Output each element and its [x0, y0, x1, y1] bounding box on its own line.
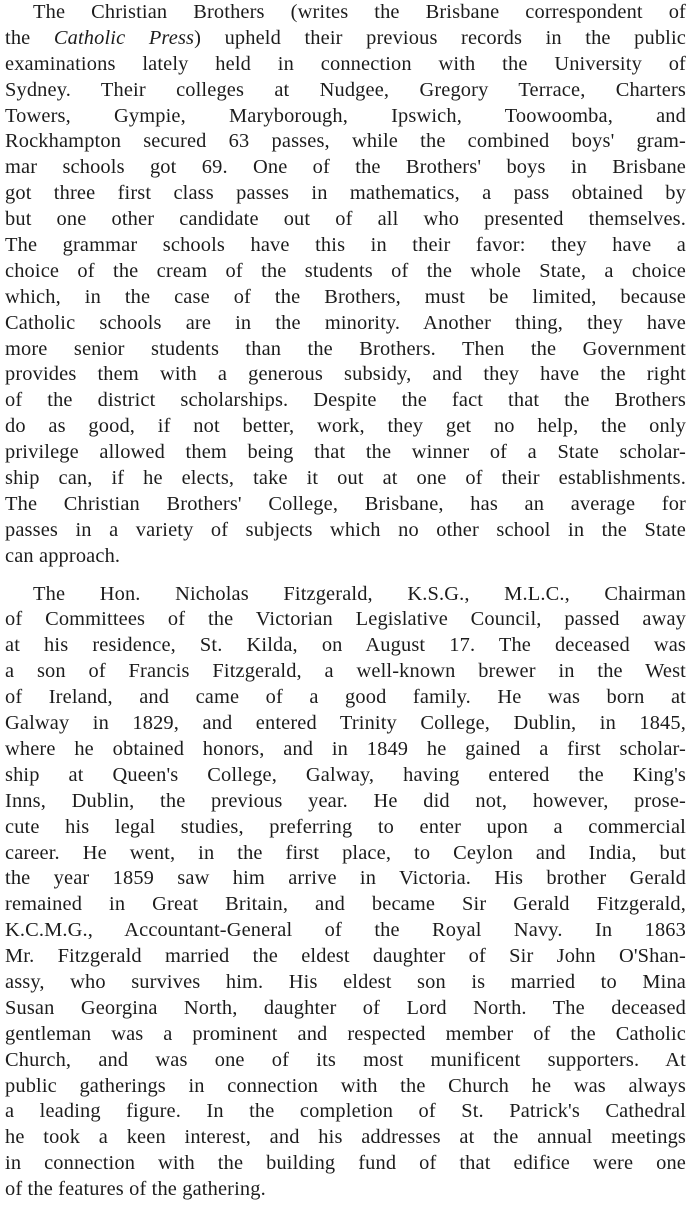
text-line: the Catholic Press) upheld their previous records in the public — [5, 26, 687, 49]
text-line: Inns, Dublin, the previous year. He did not, however, prose- — [5, 789, 686, 812]
paragraph-gap — [5, 570, 686, 582]
text-line: he took a keen interest, and his addresses at the annual meetings — [5, 1126, 686, 1149]
text-line: of the district scholarships. Despite the fact that the Brothers — [5, 389, 686, 412]
text-line: in connection with the building fund of that edifice were one — [5, 1152, 686, 1175]
text-line: ship at Queen's College, Galway, having entered the King's — [5, 763, 686, 786]
text-line: Catholic schools are in the minority. Another thing, they have — [5, 311, 686, 334]
text-line: Susan Georgina North, daughter of Lord North. The deceased — [5, 996, 686, 1019]
text-line: a leading figure. In the completion of St. Patrick's Cathedral — [5, 1100, 686, 1123]
text-line: of Committees of the Victorian Legislative Council, passed away — [5, 608, 686, 631]
text-line: a son of Francis Fitzgerald, a well-known brewer in the West — [5, 660, 686, 683]
text-line: can approach. — [5, 544, 121, 567]
text-line: provides them with a generous subsidy, and they have the right — [5, 363, 686, 386]
text-line: cute his legal studies, preferring to enter upon a commercial — [5, 815, 686, 838]
text-line: got three first class passes in mathematics, a pass obtained by — [5, 182, 686, 205]
text-line: The Christian Brothers (writes the Brisbane correspondent of — [33, 1, 686, 23]
text-line: career. He went, in the first place, to Ceylon and India, but — [5, 841, 686, 864]
text-line: remained in Great Britain, and became Sir Gerald Fitzgerald, — [5, 893, 686, 916]
text-line: more senior students than the Brothers. Then the Government — [5, 337, 686, 360]
text-line: where he obtained honors, and in 1849 he gained a first scholar- — [5, 737, 686, 760]
text-line: Sydney. Their colleges at Nudgee, Gregory Terrace, Charters — [5, 78, 686, 101]
text-line: The Christian Brothers' College, Brisbane, has an average for — [5, 492, 686, 515]
text-line: gentleman was a prominent and respected member of the Catholic — [5, 1022, 686, 1045]
text-line: Towers, Gympie, Maryborough, Ipswich, Toowoomba, and — [5, 104, 686, 127]
text-line: passes in a variety of subjects which no other school in the State — [5, 518, 686, 541]
text-line: of Ireland, and came of a good family. He was born at — [5, 686, 686, 709]
text-line: public gatherings in connection with the Church he was always — [5, 1074, 686, 1097]
text-line: do as good, if not better, work, they get no help, the only — [5, 415, 686, 438]
text-line: The Hon. Nicholas Fitzgerald, K.S.G., M.L.C., Chairman — [33, 582, 686, 605]
text-line: which, in the case of the Brothers, must be limited, because — [5, 285, 686, 308]
text-line: the year 1859 saw him arrive in Victoria. His brother Gerald — [5, 867, 686, 890]
text-line: assy, who survives him. His eldest son is married to Mina — [5, 970, 686, 993]
text-line: privilege allowed them being that the winner of a State scholar- — [5, 441, 686, 464]
paragraph-christian-brothers — [5, 0, 686, 570]
text-line: but one other candidate out of all who presented themselves. — [5, 208, 686, 231]
text-line: Church, and was one of its most munificent supporters. At — [5, 1048, 686, 1071]
publication-name: Catholic Press — [53, 26, 195, 49]
paragraph-fitzgerald-obituary — [5, 582, 686, 1203]
text-line: mar schools got 69. One of the Brothers' boys in Brisbane — [5, 156, 686, 179]
text-line: of the features of the gathering. — [5, 1178, 266, 1201]
text-line: at his residence, St. Kilda, on August 17. The deceased was — [5, 634, 686, 657]
text-line: Galway in 1829, and entered Trinity College, Dublin, in 1845, — [5, 712, 686, 735]
text-line: Mr. Fitzgerald married the eldest daughter of Sir John O'Shan- — [5, 945, 686, 968]
text-line: K.C.M.G., Accountant-General of the Royal Navy. In 1863 — [5, 919, 686, 942]
text-line: Rockhampton secured 63 passes, while the combined boys' gram- — [5, 130, 686, 153]
text-line: ship can, if he elects, take it out at one of their establishments. — [5, 467, 686, 490]
document-page — [5, 0, 686, 1203]
text-line: The grammar schools have this in their favor: they have a — [5, 234, 686, 257]
text-line: examinations lately held in connection with the University of — [5, 52, 686, 75]
text-line: choice of the cream of the students of the whole State, a choice — [5, 259, 686, 282]
